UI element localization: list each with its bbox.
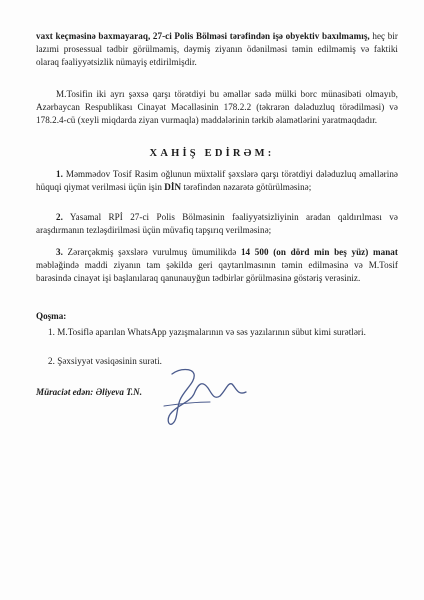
attachment-item-2: 2. Şəxsiyyət vəsiqəsinin surəti. (48, 356, 162, 366)
attachment-item-1: 1. M.Tosiflə aparılan WhatsApp yazışmalarının və səs yazılarının sübut kimi surətləri. (48, 327, 366, 337)
request-item-2 (36, 211, 398, 237)
legal-qualification-paragraph: M.Tosifin iki ayrı şəxsə qarşı törətdiyi bu əməllər sadə mülki borc münasibəti olmayıb, Azərbaycan Respublikası Cinayət Məcəlləsinin 178.2.2 (təkrarən dələduzluq törədilməsi) və 178.2.4-cü (xeyli miqdarda ziyan vurmaqla) maddələrinin tərkib əlamətlərini yaratmaqdadır. (36, 89, 398, 126)
signature-underline (164, 402, 210, 406)
request-item-1-text-end: tərəfindən nəzarətə götürülməsinə; (181, 182, 312, 193)
request-item-3-text: Zərərçəkmiş şəxslərə vurulmuş ümumilikdə (62, 247, 241, 257)
signature-stroke (168, 370, 246, 425)
request-item-1 (36, 168, 398, 194)
continuation-paragraph (36, 30, 398, 70)
request-item-1-agency: DİN (164, 182, 182, 193)
request-item-2-number: 2. (56, 212, 63, 222)
request-item-3-text-end: məbləğində maddi ziyanın tam şəkildə geri qaytarılmasının təmin edilməsinə və M.Tosif barəsində cinayət işi başlanılaraq qanunauyğun tədbirlər görülməsinə göstəriş verəsiniz. (36, 260, 398, 284)
request-heading: XAHİŞ EDİRƏM: (149, 148, 275, 159)
attachments-label: Qoşma: (36, 311, 67, 321)
request-item-1-text: Məmmədov Tosif Rasim oğlunun müxtəlif şəxslərə qarşı törətdiyi dələduzluq əməllərinə hüquqi qiymət verilməsi üçün işin (36, 169, 398, 193)
signer-line: Müraciət edən: Əliyeva T.N. (36, 387, 142, 397)
request-item-2-text: Yasamal RPİ 27-ci Polis Bölməsinin fəaliyyətsizliyinin aradan qaldırılması və araşdırmanın tezləşdirilməsi üçün müvafiq tapşırıq verilməsinə; (36, 212, 398, 236)
damage-amount: 14 500 (on dörd min beş yüz) manat (240, 247, 398, 257)
request-item-3-number: 3. (56, 247, 63, 257)
request-item-3 (36, 246, 398, 286)
continuation-bold-text: vaxt keçməsinə baxmayaraq, 27-ci Polis Bölməsi tərəfindən işə obyektiv baxılmamış, (36, 31, 370, 41)
continuation-text: heç bir lazımi prosessual tədbir görülməmiş, dəymiş ziyanın ödənilməsi təmin edilməmiş və faktiki olaraq fəaliyyətsizlik nümayiş etdirilmişdir. (36, 31, 399, 68)
handwritten-signature (150, 360, 260, 430)
request-item-1-number: 1. (56, 169, 63, 179)
